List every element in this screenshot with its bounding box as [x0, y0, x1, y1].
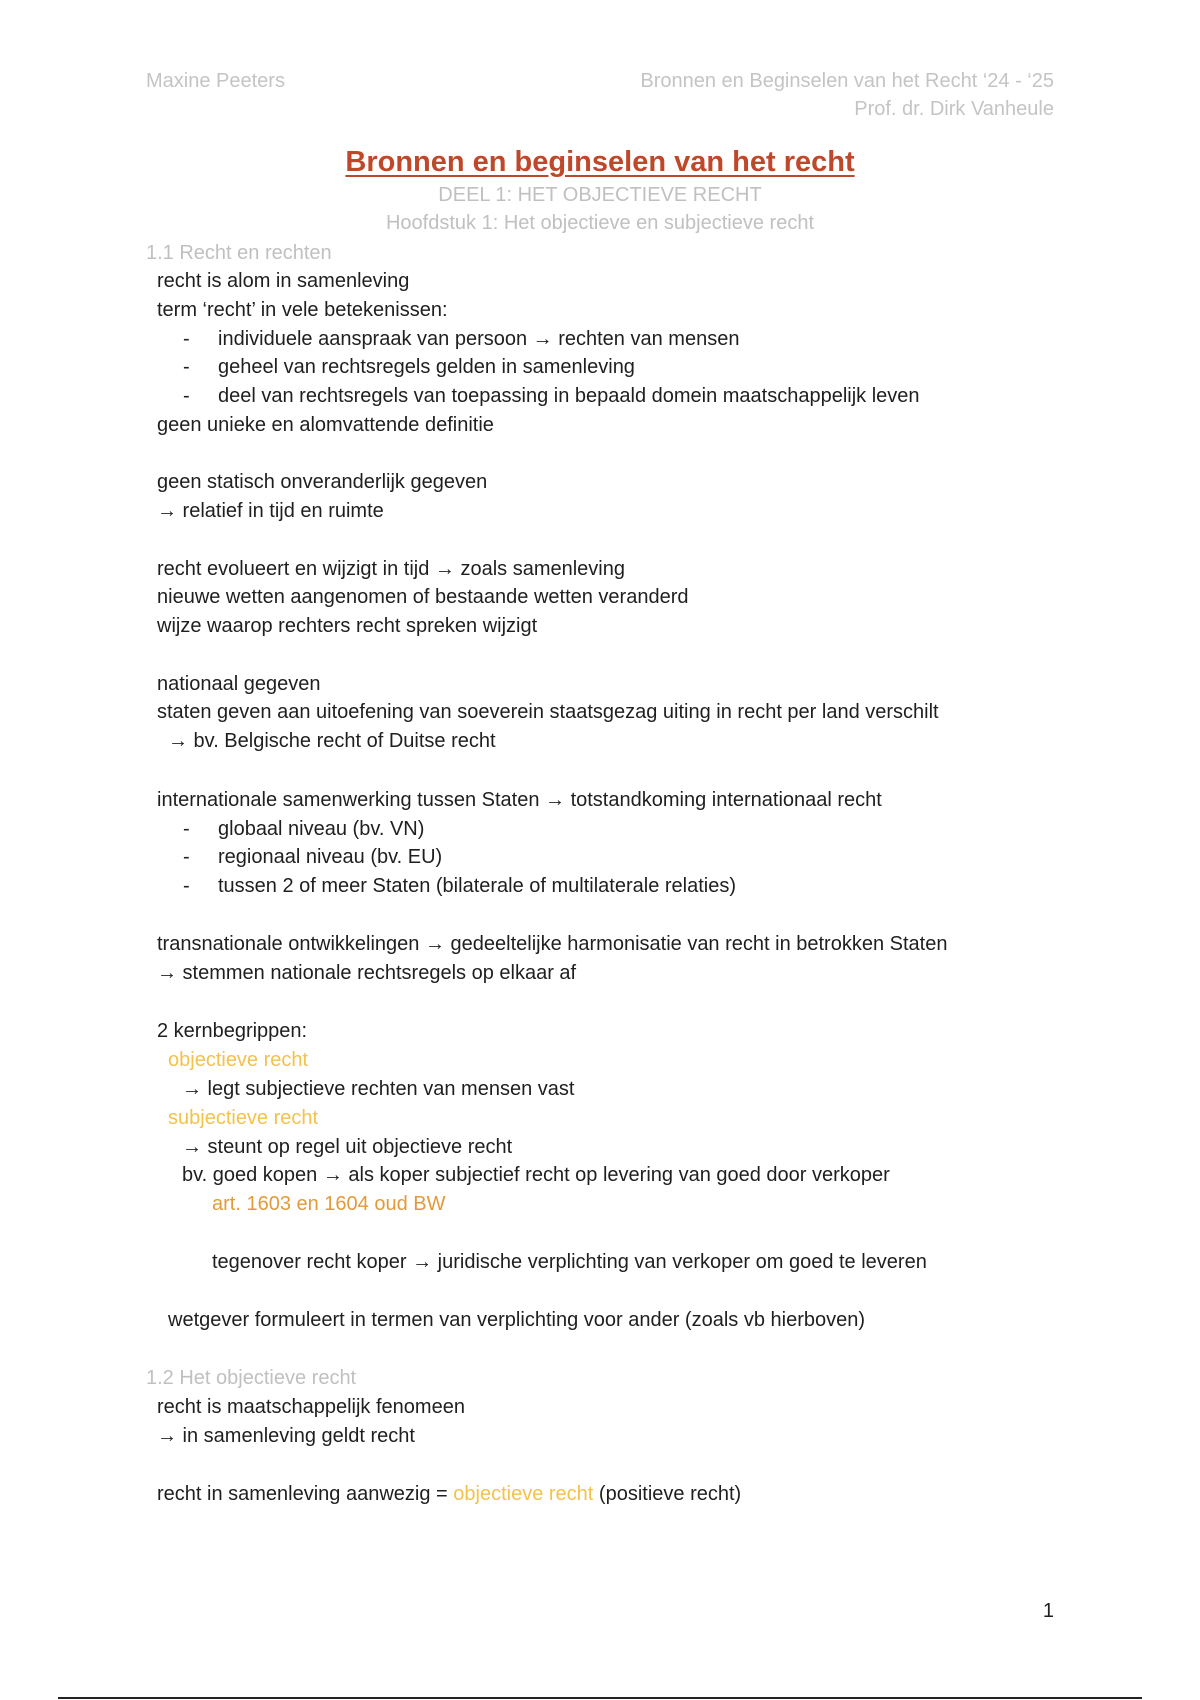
- text-line: staten geven aan uitoefening van soeverein staatsgezag uiting in recht per land verschilt: [157, 701, 939, 723]
- bullet-marker: -: [183, 818, 190, 840]
- page-number: 1: [1042, 1600, 1054, 1622]
- text-line: transnationale ontwikkelingen → gedeeltelijke harmonisatie van recht in betrokken Staten: [157, 933, 948, 955]
- text-line: wijze waarop rechters recht spreken wijzigt: [157, 615, 538, 637]
- bullet-item: regionaal niveau (bv. EU): [218, 846, 443, 868]
- text-line: recht is alom in samenleving: [157, 270, 410, 292]
- article-reference: art. 1603 en 1604 oud BW: [212, 1193, 446, 1215]
- bullet-item: globaal niveau (bv. VN): [218, 818, 425, 840]
- bullet-item: individuele aanspraak van persoon → rechten van mensen: [218, 328, 740, 350]
- term-subjective-law: subjectieve recht: [168, 1107, 319, 1129]
- section-heading-1-1: 1.1 Recht en rechten: [146, 242, 332, 264]
- term-objective-law: objectieve recht: [168, 1049, 309, 1071]
- text-line: → stemmen nationale rechtsregels op elkaar af: [157, 962, 577, 984]
- text-line: recht evolueert en wijzigt in tijd → zoals samenleving: [157, 558, 625, 580]
- text-line: wetgever formuleert in termen van verplichting voor ander (zoals vb hierboven): [168, 1309, 866, 1331]
- text-line: geen unieke en alomvattende definitie: [157, 414, 494, 436]
- text-line: → bv. Belgische recht of Duitse recht: [168, 730, 496, 752]
- professor-name: Prof. dr. Dirk Vanheule: [854, 98, 1054, 120]
- bullet-marker: -: [183, 875, 190, 897]
- definition-text-suffix: (positieve recht): [593, 1483, 742, 1505]
- footer-rule: [58, 1697, 1142, 1699]
- text-line: 2 kernbegrippen:: [157, 1020, 308, 1042]
- course-name: Bronnen en Beginselen van het Recht ‘24 - ‘25: [640, 70, 1054, 92]
- bullet-item: geheel van rechtsregels gelden in samenleving: [218, 356, 635, 378]
- author-name: Maxine Peeters: [146, 70, 285, 92]
- text-line: → steunt op regel uit objectieve recht: [182, 1136, 513, 1158]
- definition-line: [157, 1483, 741, 1506]
- text-line: geen statisch onveranderlijk gegeven: [157, 471, 488, 493]
- term-objective-law-inline: objectieve recht: [453, 1483, 594, 1505]
- chapter-heading: Hoofdstuk 1: Het objectieve en subjectieve recht: [385, 212, 815, 234]
- bullet-marker: -: [183, 328, 190, 350]
- part-heading: DEEL 1: HET OBJECTIEVE RECHT: [438, 184, 762, 206]
- section-heading-1-2: 1.2 Het objectieve recht: [146, 1367, 357, 1389]
- text-line: term ‘recht’ in vele betekenissen:: [157, 299, 448, 321]
- text-line: → legt subjectieve rechten van mensen vast: [182, 1078, 575, 1100]
- definition-text: recht in samenleving aanwezig =: [157, 1483, 454, 1505]
- text-line: bv. goed kopen → als koper subjectief recht op levering van goed door verkoper: [182, 1164, 890, 1186]
- text-line: → in samenleving geldt recht: [157, 1425, 415, 1447]
- bullet-marker: -: [183, 385, 190, 407]
- bullet-marker: -: [183, 356, 190, 378]
- text-line: nationaal gegeven: [157, 673, 321, 695]
- text-line: → relatief in tijd en ruimte: [157, 500, 384, 522]
- document-title: Bronnen en beginselen van het recht: [345, 146, 855, 178]
- text-line: tegenover recht koper → juridische verplichting van verkoper om goed te leveren: [212, 1251, 927, 1273]
- text-line: internationale samenwerking tussen Staten → totstandkoming internationaal recht: [157, 789, 882, 811]
- bullet-item: tussen 2 of meer Staten (bilaterale of multilaterale relaties): [218, 875, 737, 897]
- text-line: nieuwe wetten aangenomen of bestaande wetten veranderd: [157, 586, 689, 608]
- bullet-item: deel van rechtsregels van toepassing in bepaald domein maatschappelijk leven: [218, 385, 920, 407]
- text-line: recht is maatschappelijk fenomeen: [157, 1396, 465, 1418]
- bullet-marker: -: [183, 846, 190, 868]
